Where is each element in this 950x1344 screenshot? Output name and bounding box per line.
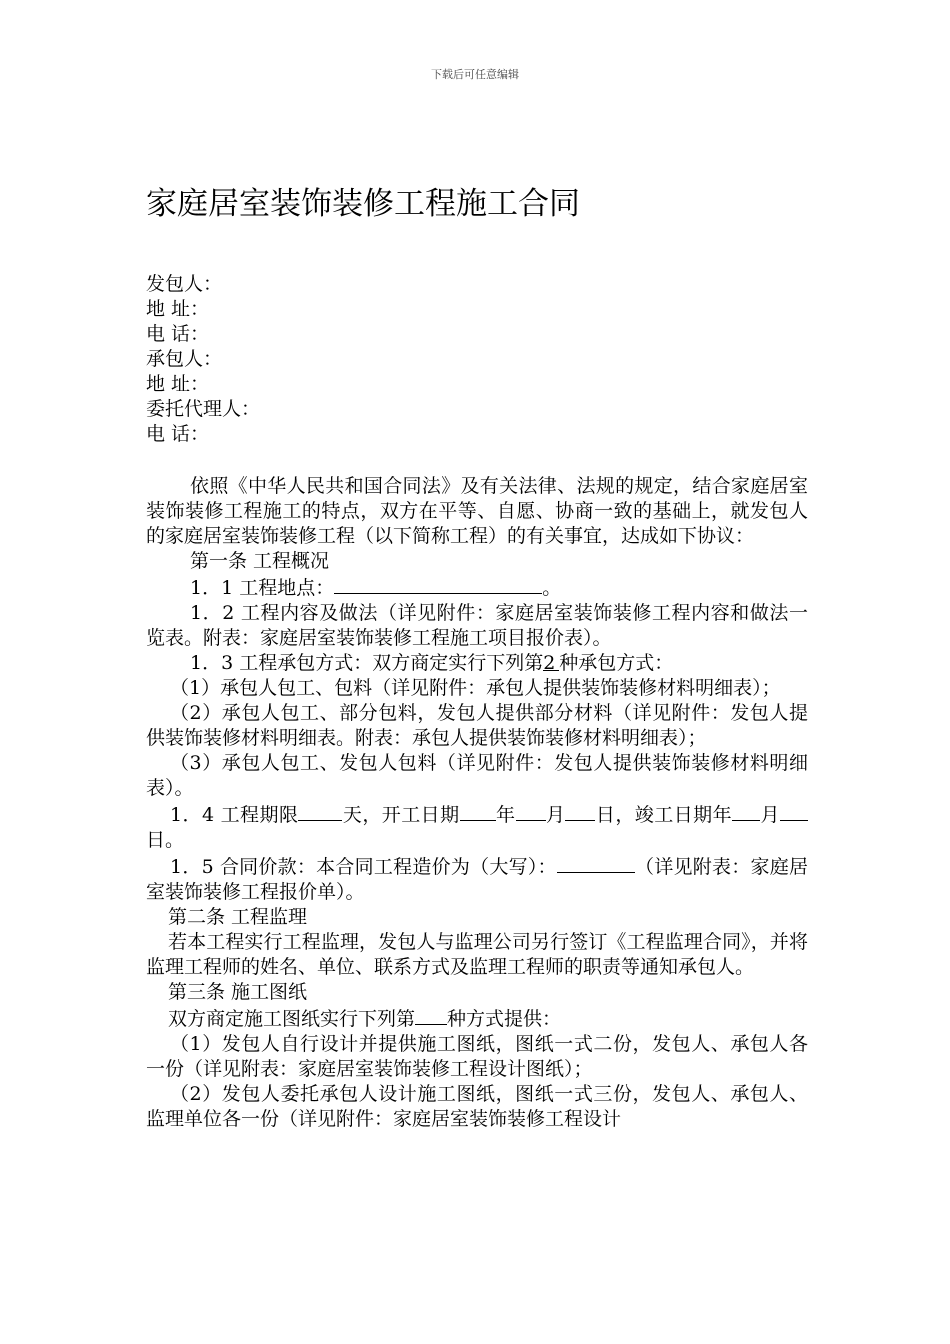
party-client-phone-label: 电 话： [146,323,210,345]
article-2-heading: 第二条 工程监理 [168,906,308,928]
party-client-label: 发包人： [146,273,223,295]
blank-work-location [334,574,542,594]
clause-1-3-option-1: （1）承包人包工、包料（详见附件：承包人提供装饰装修材料明细表）； [170,677,781,699]
blank-start-day [565,801,595,821]
blank-start-month [516,801,546,821]
party-agent-label: 委托代理人： [146,398,261,420]
clause-1-3-option-2: （2）承包人包工、部分包料，发包人提供部分材料（详见附件：发包人提供装饰装修材料明细表。附表：承包人提供装饰装修材料明细表）； [146,702,808,749]
party-client-address-label: 地 址： [146,298,210,320]
party-contractor-label: 承包人： [146,348,223,370]
clause-1-1: 1．1 工程地点： 。 [146,574,808,601]
blank-end-month [732,801,760,821]
blank-end-day [780,801,808,821]
article-3-option-1: （1）发包人自行设计并提供施工图纸，图纸一式二份，发包人、承包人各一份（详见附表：家庭居室装饰装修工程设计图纸）； [146,1033,808,1080]
blank-duration-days [298,801,342,821]
clause-1-3: 1．3 工程承包方式：双方商定实行下列第2 种承包方式： [190,652,674,674]
blank-start-year [460,801,496,821]
contract-mode-choice: 2 [543,651,559,671]
article-3-option-2: （2）发包人委托承包人设计施工图纸，图纸一式三份，发包人、承包人、监理单位各一份（详见附件：家庭居室装饰装修工程设计 [146,1083,808,1130]
blank-contract-price [557,853,635,873]
article-3-intro: 双方商定施工图纸实行下列第 种方式提供： [146,1005,808,1032]
contract-body [146,474,808,1132]
contract-title: 家庭居室装饰装修工程施工合同 [146,186,580,222]
clause-1-2: 1．2 工程内容及做法（详见附件：家庭居室装饰装修工程内容和做法一览表。附表：家庭居室装饰装修工程施工项目报价表）。 [146,602,808,649]
party-contractor-address-label: 地 址： [146,373,210,395]
clause-1-4: 1．4 工程期限 天，开工日期 年 月 日，竣工日期年 月日。 [146,801,808,853]
party-info-block [146,272,260,447]
article-3-heading: 第三条 施工图纸 [168,981,308,1003]
clause-1-5: 1．5 合同价款：本合同工程造价为（大写）： （详见附表：家庭居室装饰装修工程报价单）。 [146,853,808,905]
intro-paragraph: 依照《中华人民共和国合同法》及有关法律、法规的规定，结合家庭居室装饰装修工程施工的特点，双方在平等、自愿、协商一致的基础上，就发包人的家庭居室装饰装修工程（以下简称工程）的有关事宜，达成如下协议： [146,475,808,547]
clause-1-3-option-3: （3）承包人包工、发包人包料（详见附件：发包人提供装饰装修材料明细表）。 [146,752,808,799]
blank-drawing-mode [415,1005,447,1025]
article-1-heading: 第一条 工程概况 [190,550,330,572]
page-header-note: 下载后可任意编辑 [431,68,519,81]
party-contractor-phone-label: 电 话： [146,423,210,445]
article-2-text: 若本工程实行工程监理，发包人与监理公司另行签订《工程监理合同》，并将监理工程师的姓名、单位、联系方式及监理工程师的职责等通知承包人。 [146,931,808,978]
